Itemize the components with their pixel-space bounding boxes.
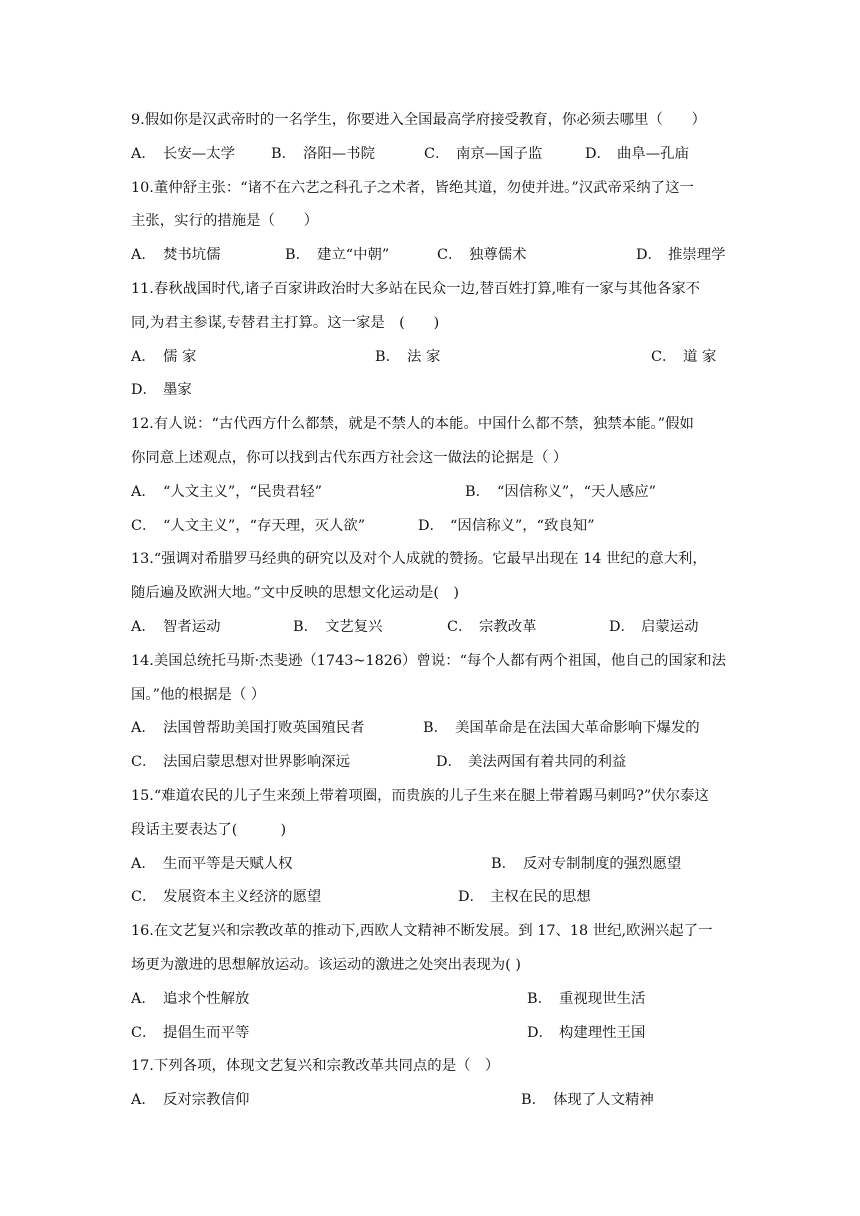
option-letter: D．	[458, 889, 484, 906]
question-16-options-row2	[131, 1021, 733, 1055]
option-text: 法国启蒙思想对世界影响深远	[163, 754, 351, 771]
option-letter: C．	[131, 517, 157, 534]
option-text: 体现了人文精神	[553, 1092, 654, 1109]
option-letter: C．	[437, 247, 463, 264]
option-text: 南京—国子监	[456, 145, 543, 162]
question-text: 13.“强调对希腊罗马经典的研究以及对个人成就的赞扬。它最早出现在 14 世纪的意大利，	[131, 551, 707, 568]
question-text: 17.下列各项，体现文艺复兴和宗教改革共同点的是（ ）	[131, 1058, 500, 1075]
question-16-stem-cont	[131, 953, 733, 987]
option-letter: A．	[131, 618, 156, 635]
question-text: 同,为君主参谋,专替君主打算。这一家是 ( )	[131, 314, 440, 331]
option-a[interactable]	[131, 142, 235, 166]
option-b[interactable]	[527, 987, 645, 1011]
question-13-stem	[131, 547, 733, 581]
option-b[interactable]	[293, 615, 383, 639]
question-17-options	[131, 1088, 733, 1122]
question-14-stem-cont	[131, 683, 733, 717]
question-16-stem	[131, 919, 733, 953]
option-a[interactable]	[131, 480, 322, 504]
option-c[interactable]	[131, 514, 365, 538]
question-12-options-row2	[131, 514, 733, 548]
option-letter: A．	[131, 247, 156, 264]
question-13-stem-cont	[131, 581, 733, 615]
option-a[interactable]	[131, 1088, 249, 1112]
option-text: 独尊儒术	[469, 247, 527, 264]
option-text: 建立“中朝”	[317, 247, 390, 264]
question-text: 9.假如你是汉武帝时的一名学生，你要进入全国最高学府接受教育，你必须去哪里（ ）	[131, 112, 706, 128]
question-10-options	[131, 243, 733, 277]
option-a[interactable]	[131, 243, 221, 267]
option-letter: D．	[636, 247, 662, 264]
option-letter: A．	[131, 855, 156, 872]
option-text: 反对宗教信仰	[163, 1092, 250, 1109]
question-15-options	[131, 852, 733, 886]
option-text: 道 家	[683, 348, 717, 365]
question-11-options	[131, 345, 733, 379]
question-9-stem	[131, 108, 733, 142]
question-14-options	[131, 716, 733, 750]
option-d[interactable]	[609, 615, 699, 639]
option-letter: B．	[375, 348, 400, 365]
option-c[interactable]	[437, 243, 527, 267]
option-c[interactable]	[651, 345, 716, 369]
option-letter: D．	[131, 382, 157, 399]
question-text: 你同意上述观点，你可以找到古代东西方社会这一做法的论据是（ ）	[131, 449, 568, 466]
question-12-stem	[131, 412, 733, 446]
option-text: 反对专制制度的强烈愿望	[523, 855, 682, 872]
question-text: 国。”他的根据是（ ）	[131, 686, 266, 703]
option-letter: A．	[131, 145, 156, 162]
question-text: 11.春秋战国时代,诸子百家讲政治时大多站在民众一边,替百姓打算,唯有一家与其他各家不	[131, 280, 701, 297]
question-12-options	[131, 480, 733, 514]
question-14-stem	[131, 649, 733, 683]
question-10-stem	[131, 176, 733, 210]
question-text: 15.“难道农民的儿子生来颈上带着项圈，而贵族的儿子生来在腿上带着踢马刺吗?”伏尔泰这	[131, 787, 709, 804]
option-b[interactable]	[285, 243, 389, 267]
option-text: 美法两国有着共同的利益	[468, 754, 627, 771]
option-text: 儒 家	[163, 348, 197, 365]
option-text: 生而平等是天赋人权	[163, 855, 293, 872]
question-15-stem-cont	[131, 818, 733, 852]
option-letter: C．	[131, 754, 157, 771]
option-text: 曲阜—孔庙	[617, 145, 689, 162]
option-c[interactable]	[131, 885, 321, 909]
option-text: 洛阳—书院	[303, 145, 375, 162]
option-letter: D．	[585, 145, 611, 162]
option-text: 主权在民的思想	[490, 889, 591, 906]
option-d[interactable]	[636, 243, 726, 267]
option-text: 构建理性王国	[559, 1024, 646, 1041]
option-d[interactable]	[436, 750, 626, 774]
question-9-options	[131, 142, 733, 176]
option-letter: B．	[465, 483, 490, 500]
option-letter: B．	[521, 1092, 546, 1109]
option-letter: C．	[131, 889, 157, 906]
option-b[interactable]	[521, 1088, 654, 1112]
option-letter: C．	[131, 1024, 157, 1041]
question-11-options-row2	[131, 378, 733, 412]
option-b[interactable]	[491, 852, 681, 876]
option-letter: C．	[447, 618, 473, 635]
question-text: 16.在文艺复兴和宗教改革的推动下,西欧人文精神不断发展。到 17、18 世纪,欧洲兴起了一	[131, 923, 713, 940]
option-d[interactable]	[527, 1021, 645, 1045]
option-text: 美国革命是在法国大革命影响下爆发的	[455, 720, 700, 737]
option-letter: B．	[271, 145, 296, 162]
option-letter: D．	[609, 618, 635, 635]
option-a[interactable]	[131, 345, 196, 369]
option-letter: A．	[131, 720, 156, 737]
option-text: 智者运动	[163, 618, 221, 635]
option-text: 墨家	[163, 382, 192, 399]
option-text: 提倡生而平等	[163, 1024, 250, 1041]
question-11-stem	[131, 277, 733, 311]
question-text: 场更为激进的思想解放运动。该运动的激进之处突出表现为( )	[131, 956, 521, 973]
option-letter: B．	[293, 618, 318, 635]
option-letter: C．	[424, 145, 450, 162]
option-text: “人文主义”，“存天理，灭人欲”	[163, 517, 366, 534]
option-letter: A．	[131, 1092, 156, 1109]
option-letter: C．	[651, 348, 677, 365]
option-letter: D．	[418, 517, 444, 534]
option-text: 推崇理学	[668, 247, 726, 264]
option-letter: B．	[285, 247, 310, 264]
option-letter: D．	[527, 1024, 553, 1041]
option-text: 发展资本主义经济的愿望	[163, 889, 322, 906]
option-c[interactable]	[424, 142, 542, 166]
question-text: 10.董仲舒主张：“诸不在六艺之科孔子之术者，皆绝其道，勿使并进。”汉武帝采纳了这一	[131, 179, 694, 196]
option-text: “因信称义”，“天人感应”	[497, 483, 656, 500]
option-c[interactable]	[131, 1021, 249, 1045]
exam-page	[131, 108, 733, 1122]
option-b[interactable]	[465, 480, 656, 504]
option-text: 法 家	[407, 348, 441, 365]
option-letter: A．	[131, 348, 156, 365]
option-letter: A．	[131, 990, 156, 1007]
question-13-options	[131, 615, 733, 649]
question-11-stem-cont	[131, 311, 733, 345]
option-d[interactable]	[418, 514, 595, 538]
option-text: 追求个性解放	[163, 990, 250, 1007]
question-17-stem	[131, 1054, 733, 1088]
question-text: 14.美国总统托马斯·杰斐逊（1743~1826）曾说：“每个人都有两个祖国，他自己的国家和法	[131, 652, 727, 669]
option-letter: D．	[436, 754, 462, 771]
option-text: 焚书坑儒	[163, 247, 221, 264]
question-15-options-row2	[131, 885, 733, 919]
question-10-stem-cont	[131, 209, 733, 243]
option-text: 启蒙运动	[641, 618, 699, 635]
option-letter: A．	[131, 483, 156, 500]
option-d[interactable]	[131, 378, 192, 402]
option-b[interactable]	[271, 142, 375, 166]
option-text: “因信称义”，“致良知”	[450, 517, 595, 534]
option-a[interactable]	[131, 716, 364, 740]
option-b[interactable]	[423, 716, 700, 740]
option-letter: B．	[491, 855, 516, 872]
option-text: 重视现世生活	[559, 990, 646, 1007]
question-text: 段话主要表达了( )	[131, 821, 287, 838]
option-c[interactable]	[131, 750, 350, 774]
option-a[interactable]	[131, 615, 221, 639]
option-text: 文艺复兴	[325, 618, 383, 635]
option-text: 宗教改革	[479, 618, 537, 635]
option-b[interactable]	[375, 345, 440, 369]
option-a[interactable]	[131, 987, 249, 1011]
option-letter: B．	[527, 990, 552, 1007]
question-text: 12.有人说：“古代西方什么都禁，就是不禁人的本能。中国什么都不禁，独禁本能。”假如	[131, 416, 694, 433]
question-16-options	[131, 987, 733, 1021]
question-12-stem-cont	[131, 446, 733, 480]
question-15-stem	[131, 784, 733, 818]
option-c[interactable]	[447, 615, 537, 639]
question-text: 随后遍及欧洲大地。”文中反映的思想文化运动是( )	[131, 585, 459, 602]
question-text: 主张，实行的措施是（ ）	[131, 213, 319, 230]
option-letter: B．	[423, 720, 448, 737]
option-text: 法国曾帮助美国打败英国殖民者	[163, 720, 365, 737]
option-text: 长安—太学	[163, 145, 235, 162]
option-d[interactable]	[585, 142, 689, 166]
option-text: “人文主义”，“民贵君轻”	[163, 483, 322, 500]
question-14-options-row2	[131, 750, 733, 784]
option-a[interactable]	[131, 852, 293, 876]
option-d[interactable]	[458, 885, 591, 909]
